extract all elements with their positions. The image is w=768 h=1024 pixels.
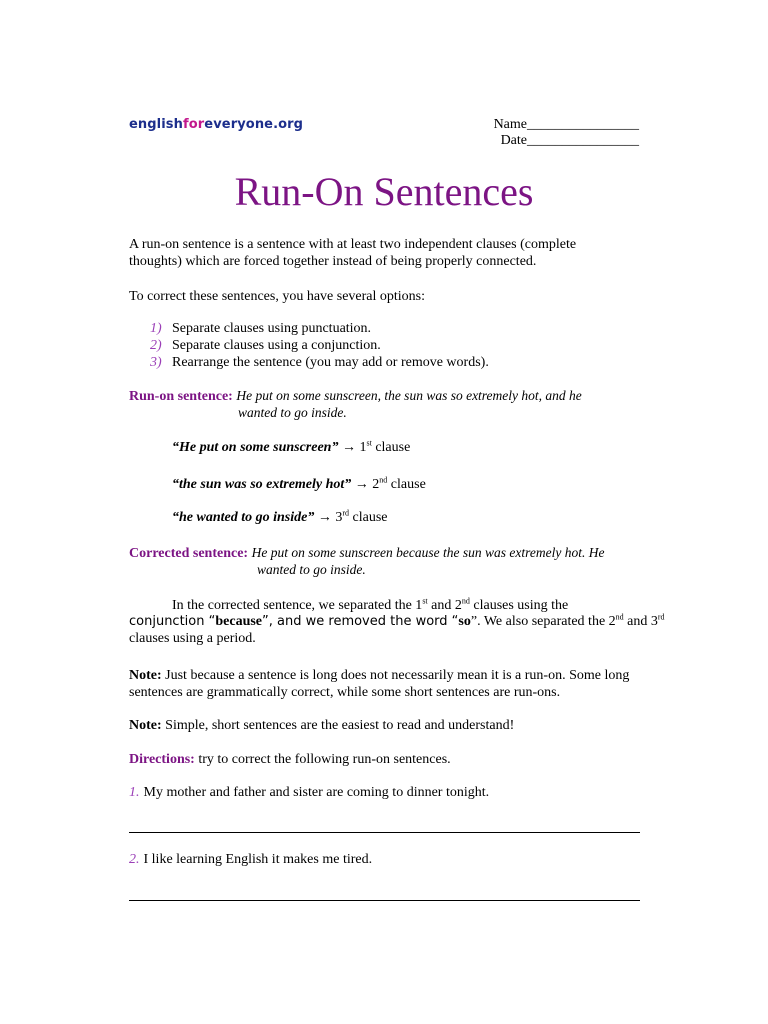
clause-word: clause xyxy=(352,510,388,525)
arrow-icon: → xyxy=(354,477,369,492)
logo-part-everyone: everyone.org xyxy=(204,117,304,132)
note-text: Simple, short sentences are the easiest to read and understand! xyxy=(161,718,515,733)
clause-ordinal-suffix: nd xyxy=(379,475,388,485)
clause-ordinal-suffix: st xyxy=(366,438,372,448)
option-text: Separate clauses using punctuation. xyxy=(172,321,372,336)
option-item xyxy=(150,354,489,371)
keyword-because: because xyxy=(215,614,263,629)
clause-ordinal-suffix: rd xyxy=(342,508,350,518)
exercise-number: 1. xyxy=(129,785,140,800)
arrow-icon: → xyxy=(317,510,332,525)
explanation-text: In the corrected sentence, we separated the 1 xyxy=(172,598,423,613)
keyword-so: so xyxy=(458,614,471,629)
clause-item-1 xyxy=(172,440,410,456)
note-text: sentences are grammatically correct, while some short sentences are run-ons. xyxy=(129,685,561,700)
clause-ordinal: 2 xyxy=(372,477,380,492)
corrected-line-1: He put on some sunscreen because the sun was extremely hot. He xyxy=(251,545,605,560)
exercise-item-2 xyxy=(129,851,649,868)
note-2 xyxy=(129,717,649,734)
explanation-text: conjunction “ xyxy=(129,614,216,629)
site-logo[interactable] xyxy=(129,117,303,132)
clause-item-3 xyxy=(172,510,388,526)
options-list xyxy=(150,320,489,371)
logo-part-english: english xyxy=(129,117,183,132)
directions xyxy=(129,751,649,768)
intro-paragraph xyxy=(129,236,649,270)
explanation-sup: nd xyxy=(615,612,624,622)
page-title: Run-On Sentences xyxy=(234,169,534,214)
note-label: Note: xyxy=(129,668,162,683)
explanation-sup: nd xyxy=(461,596,470,606)
explanation-text: ”, and we removed the word “ xyxy=(262,614,459,629)
note-text: Just because a sentence is long does not necessarily mean it is a run-on. Some long xyxy=(161,668,630,683)
intro-line-2: thoughts) which are forced together instead of being properly connected. xyxy=(129,254,537,269)
option-item xyxy=(150,337,489,354)
explanation-text: and 3 xyxy=(623,614,658,629)
directions-label: Directions: xyxy=(129,752,195,767)
intro-line-1: A run-on sentence is a sentence with at least two independent clauses (complete xyxy=(129,237,577,252)
name-date-fields xyxy=(494,117,639,149)
clause-quote: “the sun was so extremely hot” xyxy=(172,477,352,492)
clause-item-2 xyxy=(172,477,426,493)
clause-ordinal: 3 xyxy=(335,510,343,525)
note-label: Note: xyxy=(129,718,162,733)
explanation-sup: rd xyxy=(657,612,665,622)
exercise-item-1 xyxy=(129,784,649,801)
name-field: Name________________ xyxy=(493,117,639,132)
exercise-text: My mother and father and sister are coming to dinner tonight. xyxy=(143,785,490,800)
explanation-line-2 xyxy=(129,613,665,630)
corrected-line-2: wanted to go inside. xyxy=(257,562,366,577)
corrected-example xyxy=(129,544,605,562)
runon-line-1: He put on some sunscreen, the sun was so extremely hot, and he xyxy=(236,388,582,403)
options-intro: To correct these sentences, you have several options: xyxy=(129,289,426,304)
date-field: Date________________ xyxy=(500,133,639,148)
option-item xyxy=(150,320,489,337)
option-number: 1) xyxy=(150,321,162,336)
option-number: 3) xyxy=(150,355,162,370)
clause-ordinal: 1 xyxy=(359,440,367,455)
directions-text: try to correct the following run-on sentences. xyxy=(194,752,451,767)
runon-label: Run-on sentence: xyxy=(129,389,233,404)
clause-quote: “He put on some sunscreen” xyxy=(172,440,339,455)
option-text: Separate clauses using a conjunction. xyxy=(172,338,381,353)
logo-part-for: for xyxy=(182,117,205,132)
answer-line-1[interactable] xyxy=(129,832,640,833)
option-number: 2) xyxy=(150,338,162,353)
exercise-number: 2. xyxy=(129,852,140,867)
runon-line-2: wanted to go inside. xyxy=(238,405,347,420)
option-text: Rearrange the sentence (you may add or remove words). xyxy=(172,355,489,370)
corrected-label: Corrected sentence: xyxy=(129,546,249,561)
explanation-text: ”. We also separated the 2 xyxy=(470,614,616,629)
exercise-text: I like learning English it makes me tired. xyxy=(143,852,373,867)
explanation-line-1 xyxy=(172,597,568,614)
explanation-text: clauses using the xyxy=(469,598,569,613)
explanation-sup: st xyxy=(422,596,428,606)
answer-line-2[interactable] xyxy=(129,900,640,901)
clause-word: clause xyxy=(375,440,411,455)
clause-quote: “he wanted to go inside” xyxy=(172,510,315,525)
clause-word: clause xyxy=(390,477,426,492)
explanation-text: and 2 xyxy=(427,598,462,613)
arrow-icon: → xyxy=(341,440,356,455)
note-1 xyxy=(129,667,649,701)
explanation-line-3: clauses using a period. xyxy=(129,631,256,646)
runon-example xyxy=(129,387,582,405)
